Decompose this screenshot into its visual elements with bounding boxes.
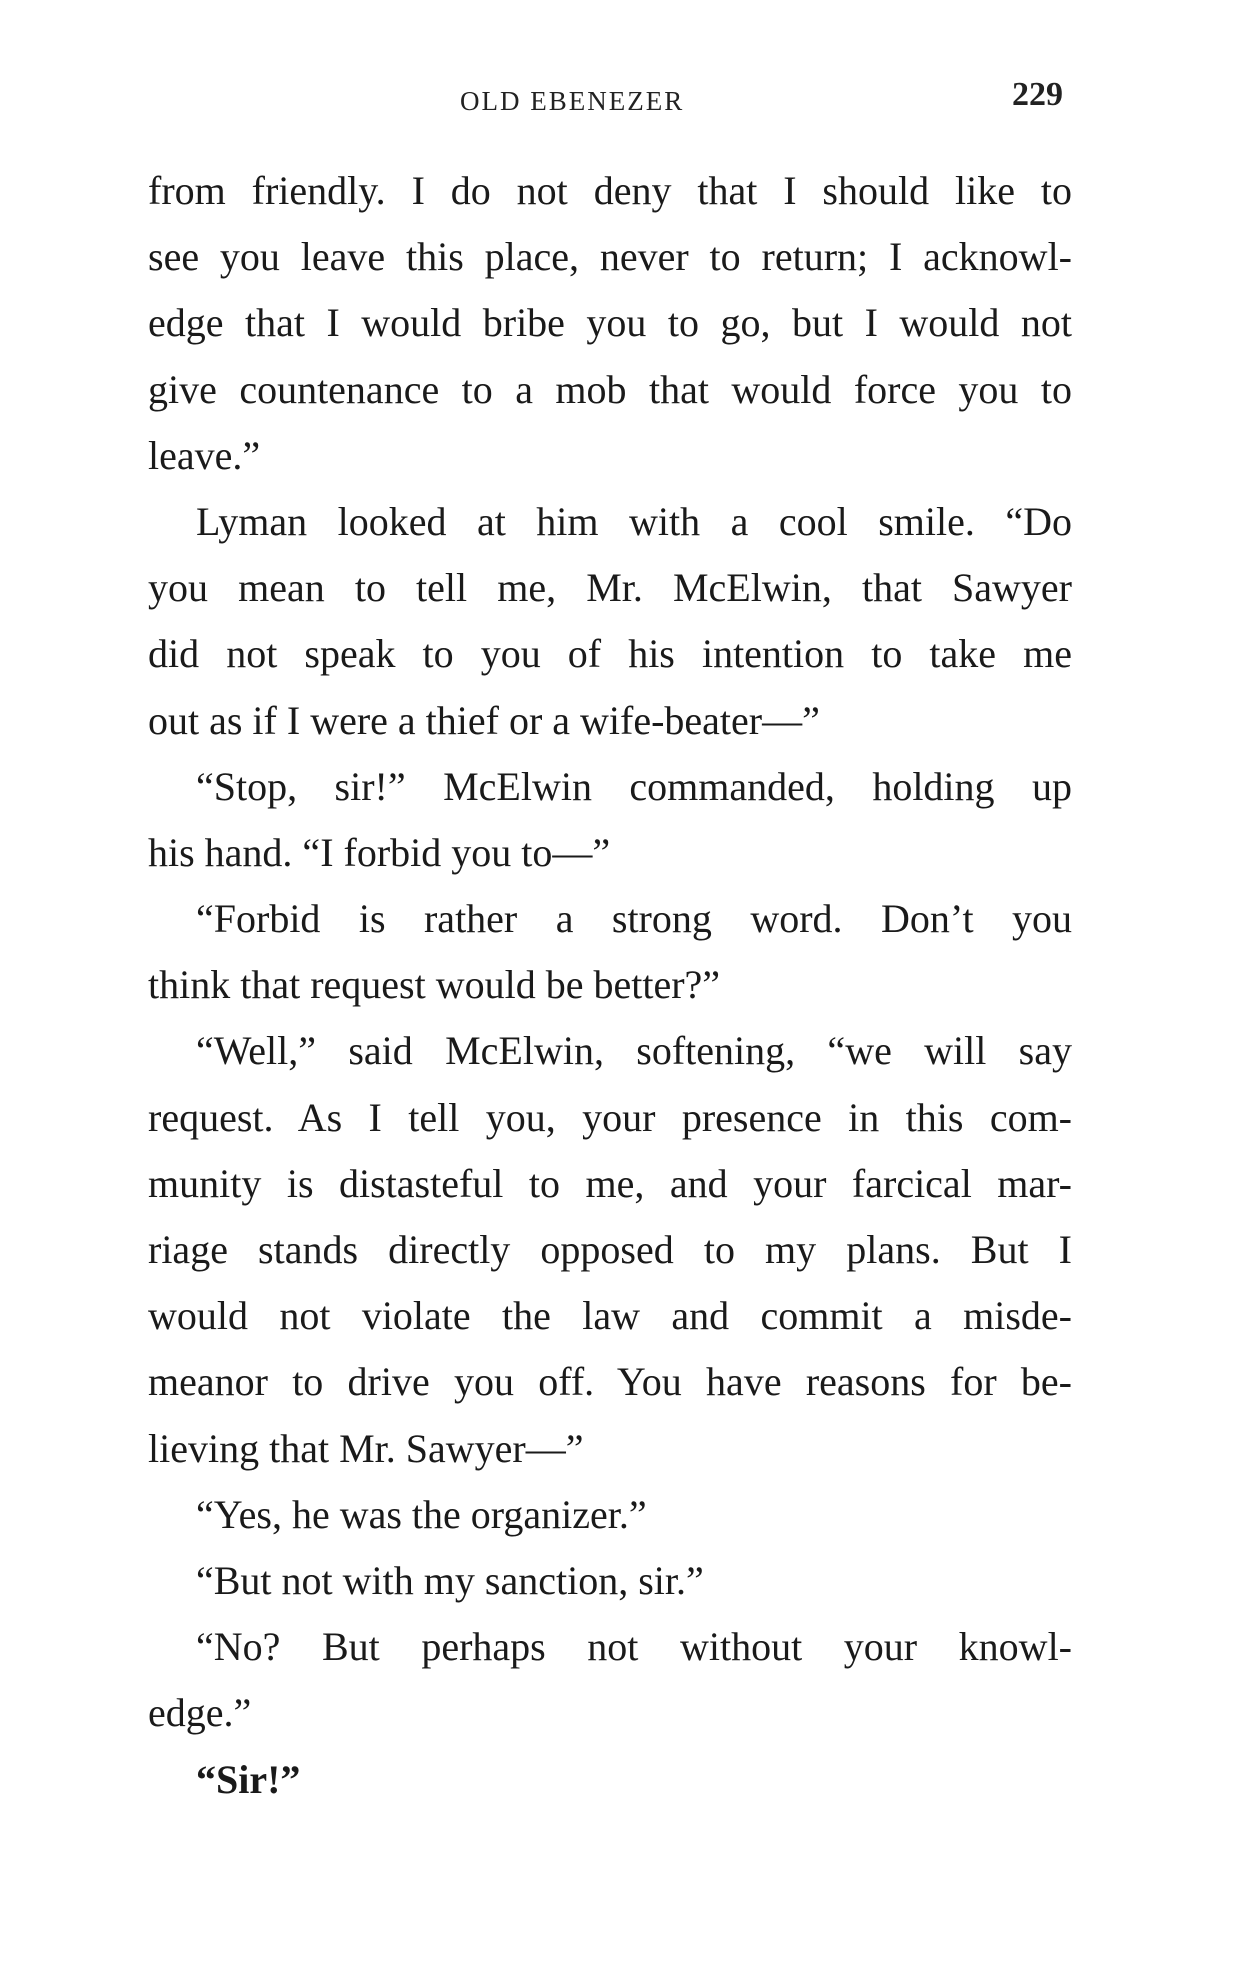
text-line: Lyman looked at him with a cool smile. “Do xyxy=(196,498,1072,544)
text-line: from friendly. I do not deny that I should like to xyxy=(148,168,1072,213)
text-line: “No? But perhaps not without your knowl- xyxy=(196,1624,1072,1670)
text-line: “Well,” said McElwin, softening, “we will say xyxy=(196,1028,1072,1074)
text-line: meanor to drive you off. You have reasons for be- xyxy=(148,1359,1072,1405)
text-line: “Forbid is rather a strong word. Don’t you xyxy=(196,896,1072,942)
text-line: “Stop, sir!” McElwin commanded, holding up xyxy=(196,763,1072,809)
text-line: munity is distasteful to me, and your farcical mar- xyxy=(148,1160,1072,1206)
text-line: his hand. “I forbid you to—” xyxy=(148,829,611,875)
text-line: out as if I were a thief or a wife-beater—” xyxy=(148,697,820,743)
text-line: think that request would be better?” xyxy=(148,962,721,1008)
text-line: “Yes, he was the organizer.” xyxy=(196,1491,647,1537)
text-line: request. As I tell you, your presence in this com- xyxy=(148,1094,1072,1140)
text-line: give countenance to a mob that would force you to xyxy=(148,366,1072,412)
text-line: edge.” xyxy=(148,1690,252,1736)
text-line: lieving that Mr. Sawyer—” xyxy=(148,1425,584,1471)
text-line: “But not with my sanction, sir.” xyxy=(196,1557,704,1603)
text-line: “Sir!” xyxy=(196,1756,301,1802)
text-line: leave.” xyxy=(148,432,261,478)
text-line: riage stands directly opposed to my plans. But I xyxy=(148,1227,1072,1272)
text-line: would not violate the law and commit a misde- xyxy=(148,1293,1072,1339)
text-line: you mean to tell me, Mr. McElwin, that Sawyer xyxy=(148,565,1072,611)
body-text xyxy=(148,158,1072,1813)
text-line: see you leave this place, never to return; I acknowl- xyxy=(148,234,1072,280)
text-line: did not speak to you of his intention to take me xyxy=(148,631,1072,677)
text-line: edge that I would bribe you to go, but I would not xyxy=(148,300,1072,346)
page-number: 229 xyxy=(1012,76,1063,113)
running-title: OLD EBENEZER xyxy=(460,86,685,116)
